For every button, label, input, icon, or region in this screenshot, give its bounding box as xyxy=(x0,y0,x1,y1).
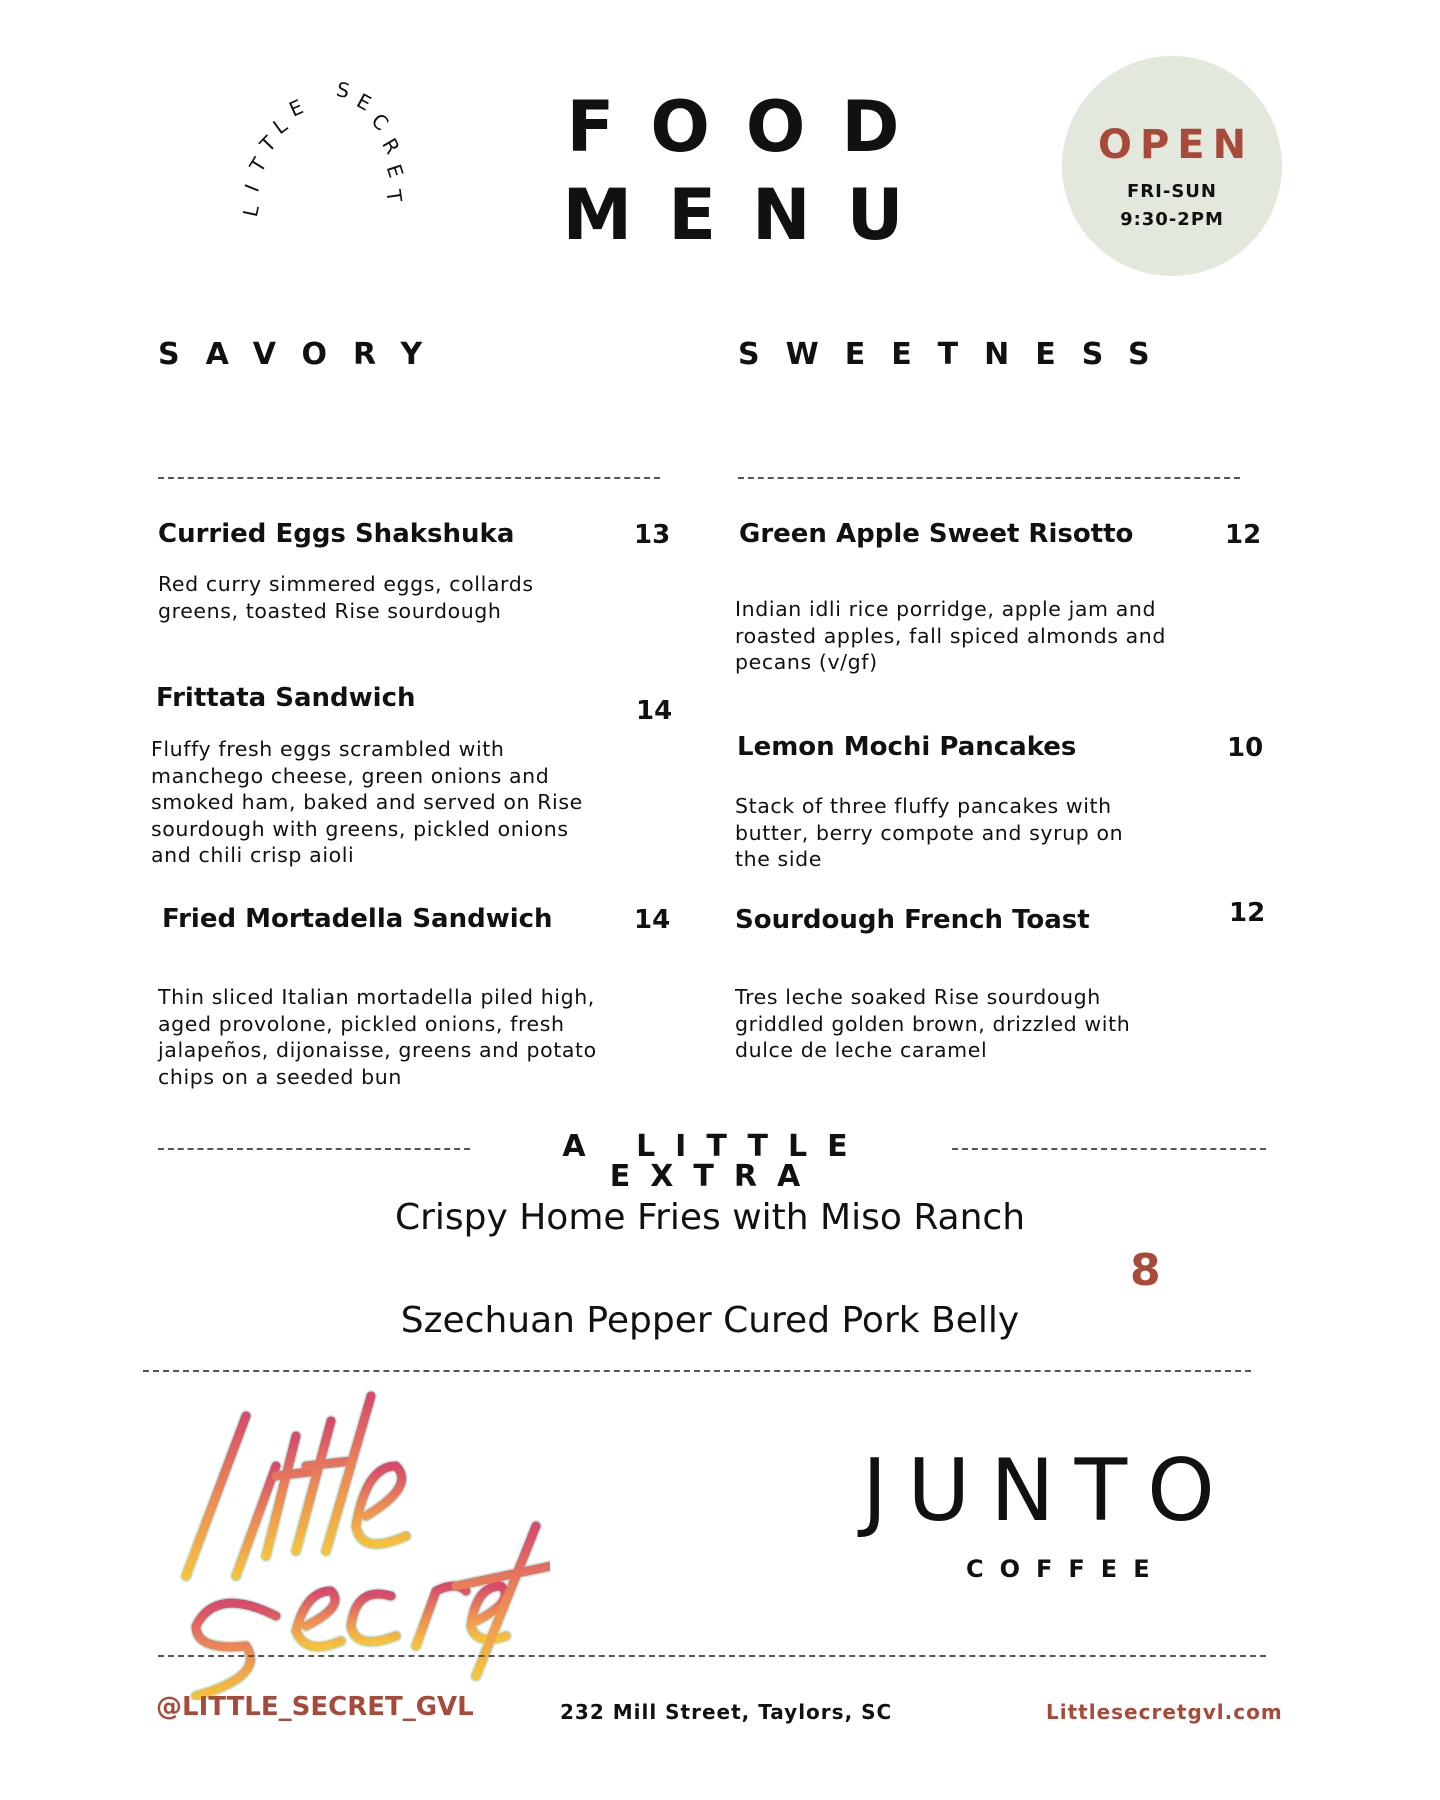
menu-item-name: Fried Mortadella Sandwich xyxy=(162,904,553,934)
arc-letter: E xyxy=(285,94,307,122)
extra-item: Szechuan Pepper Cured Pork Belly xyxy=(400,1300,1020,1341)
address: 232 Mill Street, Taylors, SC xyxy=(560,1700,893,1724)
sweetness-divider xyxy=(738,477,1240,479)
title-menu: MENU xyxy=(562,174,940,256)
title-food: FOOD xyxy=(566,86,936,168)
menu-item-description: Thin sliced Italian mortadella piled high, aged provolone, pickled onions, fresh jalapeños, dijonaisse, greens and potato chips on a seeded bun xyxy=(158,985,597,1089)
menu-item-description: Indian idli rice porridge, apple jam and roasted apples, fall spiced almonds and pecans (v/gf) xyxy=(735,597,1166,674)
little-secret-script-logo xyxy=(150,1370,550,1700)
menu-item-description: Fluffy fresh eggs scrambled with manchego cheese, green onions and smoked ham, baked and served on Rise sourdough with greens, pickled onions and chili crisp aioli xyxy=(151,737,583,867)
menu-item-price: 12 xyxy=(1229,898,1266,928)
extra-divider-left xyxy=(158,1148,470,1150)
extra-item: Crispy Home Fries with Miso Ranch xyxy=(394,1197,1026,1238)
menu-item-name: Curried Eggs Shakshuka xyxy=(158,519,515,549)
arc-letter: S xyxy=(334,76,352,104)
menu-item-name: Green Apple Sweet Risotto xyxy=(739,519,1134,549)
open-time: 9:30-2PM xyxy=(1120,209,1224,230)
open-status: OPEN xyxy=(1097,122,1255,168)
arc-letter: C xyxy=(366,108,394,136)
coffee-logo-label: COFFEE xyxy=(966,1555,1166,1583)
arc-letter: L xyxy=(268,113,292,139)
menu-item-description: Tres leche soaked Rise sourdough griddled golden brown, drizzled with dulce de leche caramel xyxy=(735,985,1131,1062)
open-days: FRI-SUN xyxy=(1127,181,1217,202)
arc-letter: E xyxy=(352,88,376,116)
junto-logo: JUNTO xyxy=(862,1441,1235,1541)
menu-item-name: Lemon Mochi Pancakes xyxy=(737,732,1077,762)
footer-bottom-divider xyxy=(158,1655,1266,1657)
sweetness-heading: SWEETNESS xyxy=(738,337,1176,372)
extra-heading: A LITTLE EXTRA xyxy=(562,1129,868,1194)
arc-letter: T xyxy=(255,131,281,157)
open-hours-badge xyxy=(1062,56,1282,276)
arc-letter: L xyxy=(238,203,264,219)
menu-item-price: 14 xyxy=(636,696,673,726)
savory-heading: SAVORY xyxy=(158,337,449,372)
menu-item-name: Sourdough French Toast xyxy=(735,905,1090,935)
brand-arc-logo xyxy=(220,70,440,230)
menu-item-price: 14 xyxy=(634,905,671,935)
menu-item-price: 10 xyxy=(1227,733,1264,763)
extra-price: 8 xyxy=(1130,1245,1161,1296)
menu-item-name: Frittata Sandwich xyxy=(156,683,416,713)
menu-item-description: Red curry simmered eggs, collards greens, toasted Rise sourdough xyxy=(158,572,534,623)
arc-letter: T xyxy=(381,188,407,204)
arc-letter: T xyxy=(244,153,272,177)
website-link[interactable]: Littlesecretgvl.com xyxy=(1046,1700,1283,1724)
instagram-handle[interactable]: @LITTLE_SECRET_GVL xyxy=(156,1692,474,1722)
extra-divider-right xyxy=(952,1148,1266,1150)
arc-letter: R xyxy=(377,133,405,159)
arc-letter: I xyxy=(239,180,265,196)
savory-divider xyxy=(158,477,660,479)
arc-letter: E xyxy=(381,161,409,181)
menu-item-description: Stack of three fluffy pancakes with butter, berry compote and syrup on the side xyxy=(735,794,1124,871)
menu-item-price: 12 xyxy=(1225,520,1262,550)
menu-item-price: 13 xyxy=(634,520,671,550)
